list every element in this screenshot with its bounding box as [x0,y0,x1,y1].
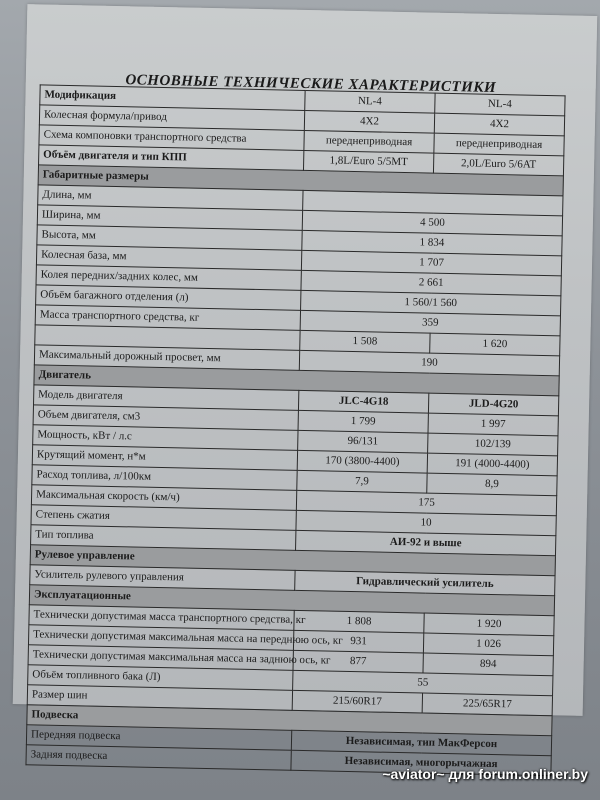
model-2-name: NL-4 [435,93,565,116]
page-title: ОСНОВНЫЕ ТЕХНИЧЕСКИЕ ХАРАКТЕРИСТИКИ [125,72,497,96]
table-row: Объём топливного бака (Л) 55 [28,665,553,696]
watermark: ~aviator~ для forum.onliner.by [382,766,588,782]
table-row: Усилитель рулевого управления Гидравлический усилитель [30,565,555,596]
model-2-drive: 4X2 [434,113,564,136]
table-row: Расход топлива, л/100км 7,9 8,9 [32,465,557,496]
formula-label: Колесная формула/привод [39,105,304,131]
table-row: Задняя подвеска Независимая, многорычажная [26,745,551,776]
table-row: Тип топлива АИ-92 и выше [31,525,556,556]
table-row: Крутящий момент, н*м 170 (3800-4400) 191 (4000-4400) [32,445,557,476]
model-1-drive: 4X2 [304,110,434,133]
table-row: Высота, мм 1 834 [37,225,562,256]
table-row: Модель двигателя JLC-4G18 JLD-4G20 [34,385,559,416]
table-row: Длина, мм [38,185,563,216]
model-1-engine-gearbox: 1,8L/Euro 5/5MT [303,150,433,173]
spec-table [25,84,565,776]
table-row: Технически допустимая максимальная масса на заднюю ось, кг 877 894 [28,645,553,676]
section-header-steering: Рулевое управление [30,545,555,576]
section-header-dimensions: Габаритные размеры [38,165,563,196]
table-row: Максимальный дорожный просвет, мм 190 [34,345,559,376]
table-row: Объем двигателя, см3 1 799 1 997 [33,405,558,436]
luggage-volume-value: 359 [300,310,560,335]
table-row: Технически допустимая максимальная масса на переднюю ось, кг 931 1 026 [28,625,553,656]
table-row: Мощность, кВт / л.с 96/131 102/139 [33,425,558,456]
engine-gearbox-label: Объём двигателя и тип КПП [39,145,304,171]
table-row: Технически допустимая масса транспортного средства, кг 1 808 1 920 [29,605,554,636]
section-header-operation: Эксплуатационные [29,585,554,616]
table-row: Колесная база, мм 1 707 [36,245,561,276]
layout-label: Схема компоновки транспортного средства [39,125,304,151]
table-row: Масса транспортного средства, кг 359 [35,305,560,336]
model-2-layout: переднеприводная [434,133,564,156]
model-1-layout: переднеприводная [304,130,434,153]
spec-sheet [13,4,598,771]
section-header-suspension: Подвеска [27,705,552,736]
table-row: Колея передних/задних колес, мм 2 661 [36,265,561,296]
table-row: Объём багажного отделения (л) 1 560/1 560 [36,285,561,316]
section-header-engine: Двигатель [34,365,559,396]
table-row: Передняя подвеска Независимая, тип МакФерсон [26,725,551,756]
table-row: Степень сжатия 10 [31,505,556,536]
vehicle-mass-model-1: 1 508 [300,330,430,353]
model-2-engine-gearbox: 2,0L/Euro 5/6AT [433,153,563,176]
model-1-name: NL-4 [305,90,435,113]
table-row: Ширина, мм 4 500 [37,205,562,236]
vehicle-mass-model-2: 1 620 [430,333,560,356]
table-row: Размер шин 215/60R17 225/65R17 [27,685,552,716]
table-row: Максимальная скорость (км/ч) 175 [31,485,556,516]
modification-label: Модификация [40,85,305,111]
